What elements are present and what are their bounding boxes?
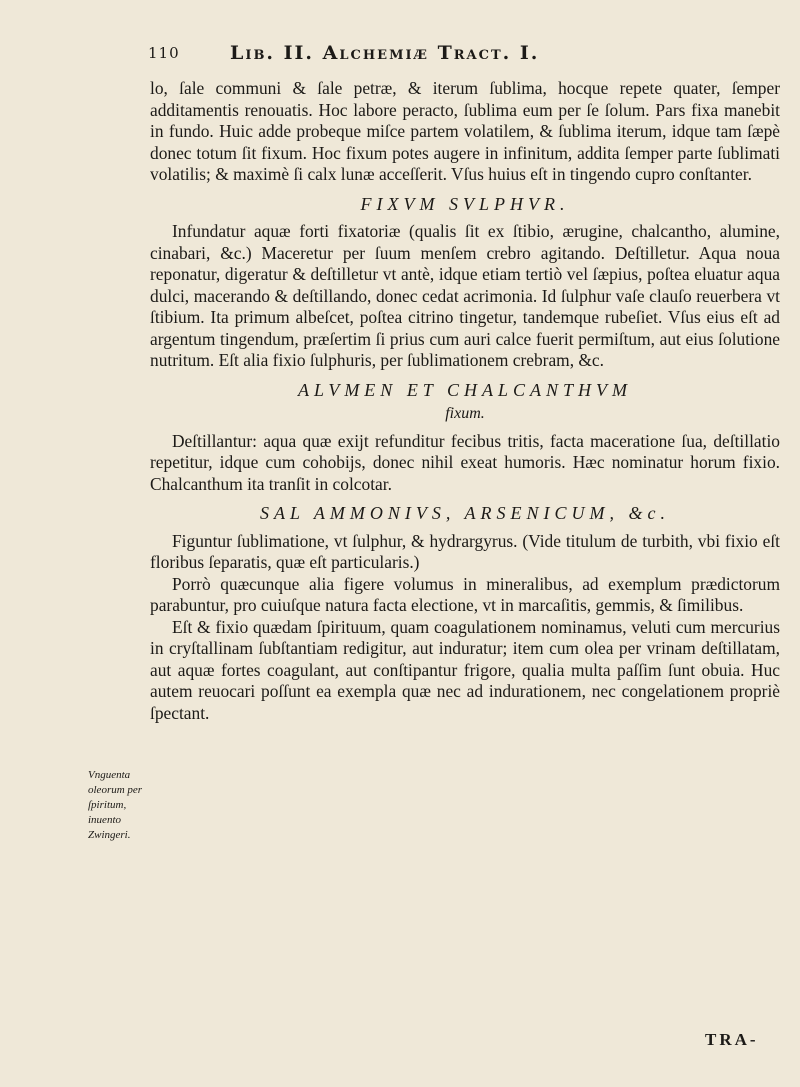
running-title: Lib. II. Alchemiæ Tract. I.	[230, 42, 540, 64]
paragraph-3: Deſtillantur: aqua quæ exijt refunditur fecibus tritis, facta maceratione ſua, deſtillatio repetitur, idque cum cohobijs, donec nihil exeat humoris. Hæc nominatur horum fixio. Chalcanthum ita tranſit in colcotar.	[150, 430, 780, 494]
paragraph-6: Eſt & fixio quædam ſpirituum, quam coagulationem nominamus, veluti cum mercurius in cryſtallinam ſubſtantiam redigitur, aut induratur; item cum olea per vrinam deſtillatam, aut aquæ fortes coagulant, aut conſtipantur frigore, qualia multa paſſim ſunt obuia. Huc autem reuocari poſſunt ea exempla quæ nec ad indurationem, nec congelationem propriè ſpectant.	[150, 616, 780, 723]
running-header	[140, 42, 750, 72]
main-text	[150, 78, 780, 724]
paragraph-5: Porrò quæcunque alia figere volumus in mineralibus, ad exemplum prædictorum parabuntur, pro cuiuſque natura facta electione, vt in marcaſitis, gemmis, & ſimilibus.	[150, 573, 780, 615]
heading-alumen: ALVMEN ET CHALCANTHVM	[297, 379, 633, 400]
heading-alumen-sub: fixum.	[445, 405, 485, 422]
margin-note: Vnguenta oleorum per ſpiritum, inuento Zwingeri.	[88, 769, 143, 841]
heading-fixum-sulphur: FIXVM SVLPHVR.	[360, 193, 570, 214]
page-number: 110	[148, 44, 180, 62]
heading-sal-ammonius: SAL AMMONIVS, ARSENICUM, &c.	[260, 503, 670, 523]
paragraph-2: Infundatur aquæ forti fixatoriæ (qualis ſit ex ſtibio, ærugine, chalcantho, alumine, cinabari, &c.) Maceretur per ſuum menſem crebro agitando. Deſtilletur. Aqua noua reponatur, digeratur & deſtilletur vt antè, idque etiam tertiò vel ſæpius, poſtea eluatur aqua dulci, macerando & deſtillando, donec cedat acrimonia. Id ſulphur vaſe clauſo reuerbera vt ſtibium. Ita primum albeſcet, poſtea citrino tingetur, tandemque rubeſiet. Vſus eius eſt ad argentum tingendum, præſertim ſi prius cum auri calce fuerit permiſtum, aut eius ſolutione nutritum. Eſt alia fixio ſulphuris, per ſublimationem crebram, &c.	[150, 221, 780, 370]
catchword: TRA-	[705, 1030, 759, 1049]
paragraph-4: Figuntur ſublimatione, vt ſulphur, & hydrargyrus. (Vide titulum de turbith, vbi fixio eſt floribus ſeparatis, quæ eſt particularis.)	[150, 530, 780, 572]
paragraph-1: lo, ſale communi & ſale petræ, & iterum ſublima, hocque repete quater, ſemper additamentis renouatis. Hoc labore peracto, ſublima eum per ſe ſolum. Pars fixa manebit in fundo. Huic adde probeque miſce partem volatilem, & ſublima iterum, idque tam ſæpè donec totum ſit fixum. Hoc fixum potes augere in infinitum, addita ſemper parte ſublimati volatilis; & maximè ſi calx lunæ acceſſerit. Vſus huius eſt in tingendo cupro conſtanter.	[150, 78, 780, 184]
